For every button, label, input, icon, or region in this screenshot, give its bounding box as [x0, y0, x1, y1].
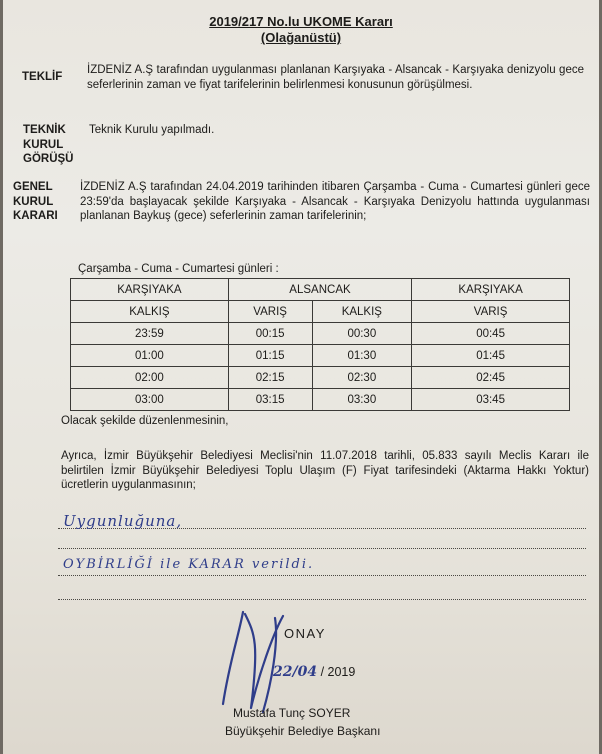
- table-cell: 01:00: [71, 345, 229, 367]
- column-header: VARIŞ: [412, 301, 570, 323]
- table-row: [71, 345, 570, 367]
- onay-label: ONAY: [284, 626, 326, 641]
- title-line-1: 2019/217 No.lu UKOME Kararı: [209, 14, 393, 29]
- schedule-after-text: Olacak şekilde düzenlenmesinin,: [61, 415, 229, 427]
- mayor-title: Büyükşehir Belediye Başkanı: [225, 724, 381, 738]
- teknik-text: Teknik Kurulu yapılmadı.: [89, 124, 215, 136]
- table-cell: 03:30: [312, 389, 412, 411]
- table-cell: 01:30: [312, 345, 412, 367]
- teklif-label: TEKLİF: [22, 71, 63, 83]
- table-row: [71, 323, 570, 345]
- column-header: KALKIŞ: [312, 301, 412, 323]
- table-cell: 23:59: [71, 323, 229, 345]
- document-page: [3, 0, 599, 754]
- table-cell: 02:30: [312, 367, 412, 389]
- document-title: [3, 14, 599, 46]
- handwritten-decision: OYBİRLİĞİ ile KARAR verildi.: [63, 557, 315, 572]
- column-header-row: [71, 301, 570, 323]
- genel-text: İZDENİZ A.Ş tarafından 24.04.2019 tarihinden itibaren Çarşamba - Cuma - Cumartesi günleri gece 23:59'da başlayacak şekilde Karşıyaka - Alsancak - Karşıyaka Denizyolu hattında uygulanması planlanan Baykuş (gece) seferlerinin zaman tarifelerinin;: [80, 181, 590, 222]
- table-cell: 00:15: [228, 323, 312, 345]
- mayor-name: Mustafa Tunç SOYER: [233, 706, 351, 720]
- dotted-line: [58, 548, 586, 549]
- genel-label-line-2: KURUL: [13, 195, 54, 208]
- table-cell: 00:45: [412, 323, 570, 345]
- table-cell: 02:00: [71, 367, 229, 389]
- approval-date: [273, 664, 355, 680]
- table-cell: 02:15: [228, 367, 312, 389]
- approval-date-year: / 2019: [320, 665, 356, 679]
- column-header: VARIŞ: [228, 301, 312, 323]
- genel-label: [13, 180, 73, 224]
- approval-date-handwritten: 22/04: [273, 664, 318, 680]
- genel-label-line-3: KARARI: [13, 210, 58, 222]
- table-cell: 03:15: [228, 389, 312, 411]
- genel-label-line-1: GENEL: [13, 181, 53, 193]
- teknik-label: [23, 123, 83, 167]
- schedule-table: [70, 278, 570, 411]
- station-header-row: [71, 279, 570, 301]
- teknik-label-line-1: TEKNİK: [23, 124, 66, 136]
- station-karsiyaka-departure: KARŞIYAKA: [71, 279, 229, 301]
- table-cell: 03:00: [71, 389, 229, 411]
- table-cell: 01:15: [228, 345, 312, 367]
- dotted-line: [58, 575, 586, 576]
- title-line-2: (Olağanüstü): [260, 30, 342, 45]
- table-cell: 01:45: [412, 345, 570, 367]
- teklif-text: İZDENİZ A.Ş tarafından uygulanması planlanan Karşıyaka - Alsancak - Karşıyaka denizyolu gece seferlerinin zaman ve fiyat tarifelerinin belirlenmesi konusunun görüşülmesi.: [87, 64, 584, 91]
- handwritten-uygunluguna: Uygunluğuna,: [63, 512, 183, 530]
- station-karsiyaka-arrival: KARŞIYAKA: [412, 279, 570, 301]
- dotted-line: [58, 599, 586, 600]
- table-cell: 00:30: [312, 323, 412, 345]
- station-alsancak: ALSANCAK: [228, 279, 411, 301]
- table-cell: 03:45: [412, 389, 570, 411]
- table-row: [71, 389, 570, 411]
- teknik-label-line-2: KURUL: [23, 138, 64, 151]
- table-row: [71, 367, 570, 389]
- table-cell: 02:45: [412, 367, 570, 389]
- signature-mark: [215, 604, 295, 714]
- schedule-caption: Çarşamba - Cuma - Cumartesi günleri :: [78, 263, 279, 275]
- tariff-text: Ayrıca, İzmir Büyükşehir Belediyesi Meclisi'nin 11.07.2018 tarihli, 05.833 sayılı Meclis Kararı ile belirtilen İzmir Büyükşehir Belediyesi Toplu Ulaşım (F) Fiyat tarifesindeki (Aktarma Hakkı Yoktur) ücretlerin uygulanmasının;: [61, 450, 589, 491]
- teknik-label-line-3: GÖRÜŞÜ: [23, 153, 74, 165]
- column-header: KALKIŞ: [71, 301, 229, 323]
